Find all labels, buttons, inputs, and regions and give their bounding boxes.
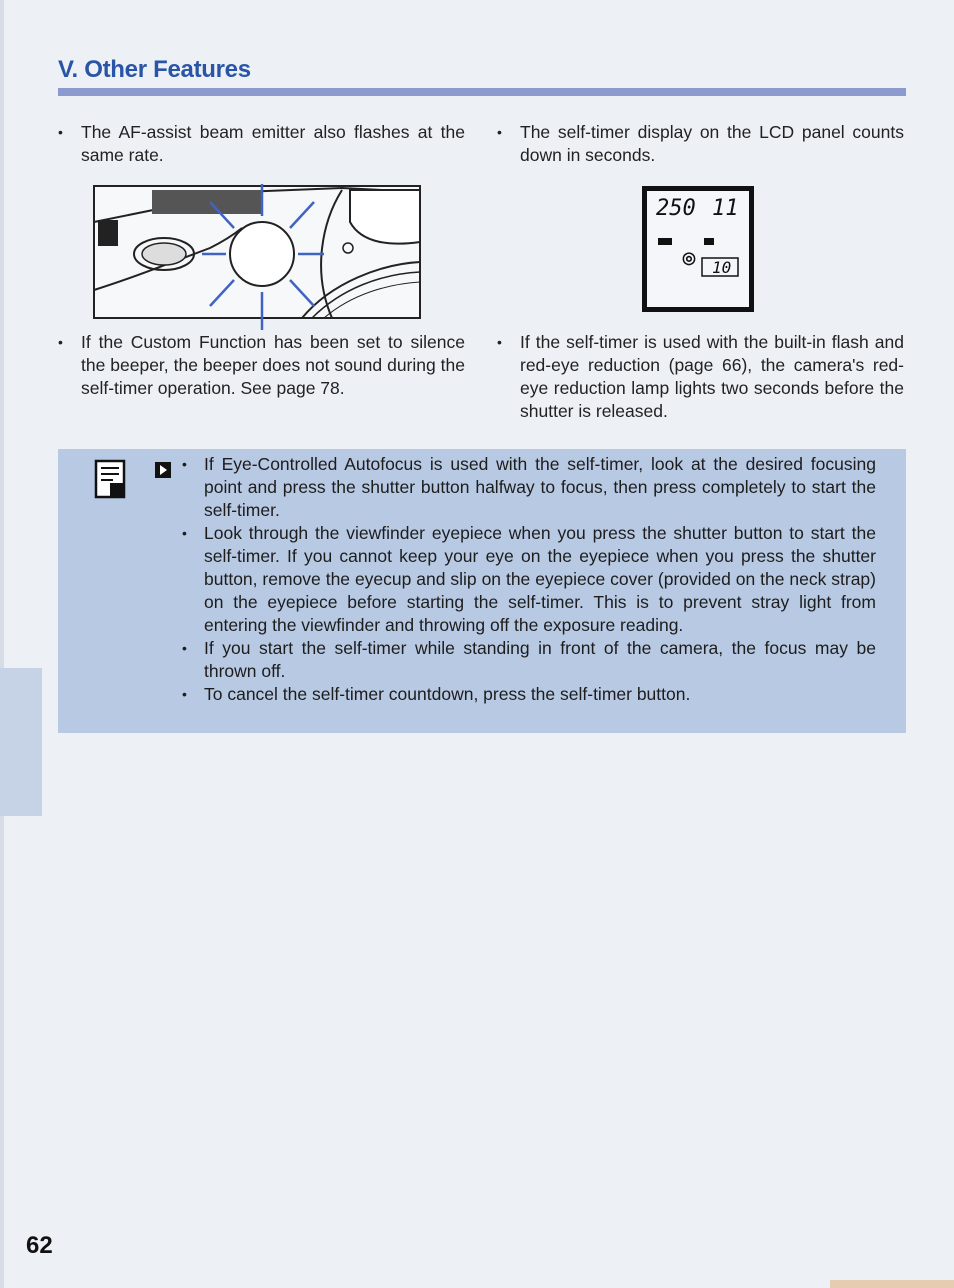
- lcd-shutter-value: 250: [656, 196, 696, 221]
- memo-note-icon: [94, 459, 126, 499]
- right-bullet-red-eye: • If the self-timer is used with the built-in flash and red-eye reduction (page 66), the camera's red-eye reduction lamp lights two seconds before the shutter is released.: [497, 331, 904, 423]
- right-bullet-lcd-countdown: • The self-timer display on the LCD panel counts down in seconds.: [497, 121, 904, 167]
- note-list: [180, 453, 876, 706]
- lcd-countdown-value: 10: [712, 258, 732, 277]
- left-bullet-af-assist: • The AF-assist beam emitter also flashes at the same rate.: [58, 121, 465, 167]
- note-item: • If you start the self-timer while standing in front of the camera, the focus may be thrown off.: [180, 637, 876, 683]
- camera-af-assist-beam-illustration: [92, 182, 422, 332]
- note-item: • If Eye-Controlled Autofocus is used with the self-timer, look at the desired focusing point and press the shutter button halfway to focus, then press completely to start the self-timer.: [180, 453, 876, 522]
- self-timer-icon: ◎: [682, 250, 696, 267]
- note-item: • To cancel the self-timer countdown, press the self-timer button.: [180, 683, 876, 706]
- page-number: 62: [26, 1232, 53, 1259]
- lcd-aperture-value: 11: [712, 196, 739, 221]
- page-edge: [0, 0, 4, 1288]
- side-tab: [0, 668, 42, 816]
- section-title: V. Other Features: [58, 56, 251, 83]
- title-rule: [58, 88, 906, 96]
- right-arrow-flag-icon: [154, 461, 172, 479]
- note-item: • Look through the viewfinder eyepiece when you press the shutter button to start the self-timer. If you cannot keep your eye on the eyepiece when you press the shutter button, remove the eyecup and slip on the eyepiece cover (provided on the neck strap) on the eyepiece before starting the self-timer. This is to prevent stray light from entering the viewfinder and throwing off the exposure reading.: [180, 522, 876, 637]
- note-box: [58, 449, 906, 733]
- left-bullet-custom-function: • If the Custom Function has been set to silence the beeper, the beeper does not sound during the self-timer operation. See page 78.: [58, 331, 465, 400]
- bottom-accent: [830, 1280, 954, 1288]
- lcd-panel-self-timer-illustration: [642, 186, 754, 312]
